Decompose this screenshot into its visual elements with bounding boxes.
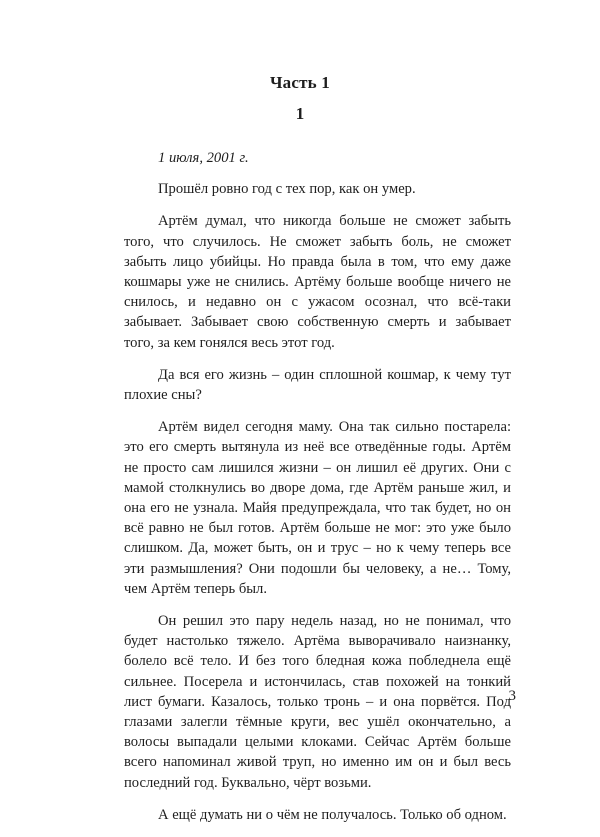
- part-title: Часть 1: [269, 73, 330, 92]
- chapter-number: 1: [295, 104, 305, 123]
- paragraph: А ещё думать ни о чём не получалось. Только об одном.: [158, 806, 507, 823]
- chapter-body: [124, 148, 511, 837]
- page-number: 3: [508, 688, 516, 704]
- paragraph: Да вся его жизнь – один сплошной кошмар, к чему тут плохие сны?: [124, 366, 511, 404]
- paragraph: Артём думал, что никогда больше не сможет забыть того, что случилось. Не сможет забыть боль, не сможет забыть лицо убийцы. Но правда была в том, что ему даже кошмары уже не снились. Артёму больше вообще ничего не снилось, и недавно он с ужасом осознал, что всё-таки забывает. Забывает свою собственную смерть и забывает того, за кем гонялся весь этот год.: [124, 213, 511, 351]
- paragraph: Прошёл ровно год с тех пор, как он умер.: [158, 181, 416, 198]
- paragraph: Он решил это пару недель назад, но не понимал, что будет настолько тяжело. Артёма выворачивало наизнанку, болело всё тело. И без того бледная кожа побледнела ещё сильнее. Посерела и истончилась, став похожей на тонкий лист бумаги. Казалось, только тронь – и она порвётся. Под глазами залегли тёмные круги, вес ушёл окончательно, а волосы выпадали целыми клоками. Сейчас Артём больше всего напоминал живой труп, но именно им он и был весь последний год. Буквально, чёрт возьми.: [124, 613, 511, 791]
- paragraph: Артём видел сегодня маму. Она так сильно постарела: это его смерть вытянула из неё все отведённые годы. Артём не просто сам лишился жизни – он лишил её других. Они с мамой столкнулись во дворе дома, где Артём раньше жил, и она его не узнала. Майя предупреждала, что так будет, но он всё равно не был готов. Артём больше не мог: это уже было слишком. Да, может быть, он и трус – но к чему теперь все эти размышления? Они подошли бы человеку, а не… Тому, чем Артём теперь был.: [124, 419, 511, 597]
- date-line: 1 июля, 2001 г.: [158, 150, 249, 166]
